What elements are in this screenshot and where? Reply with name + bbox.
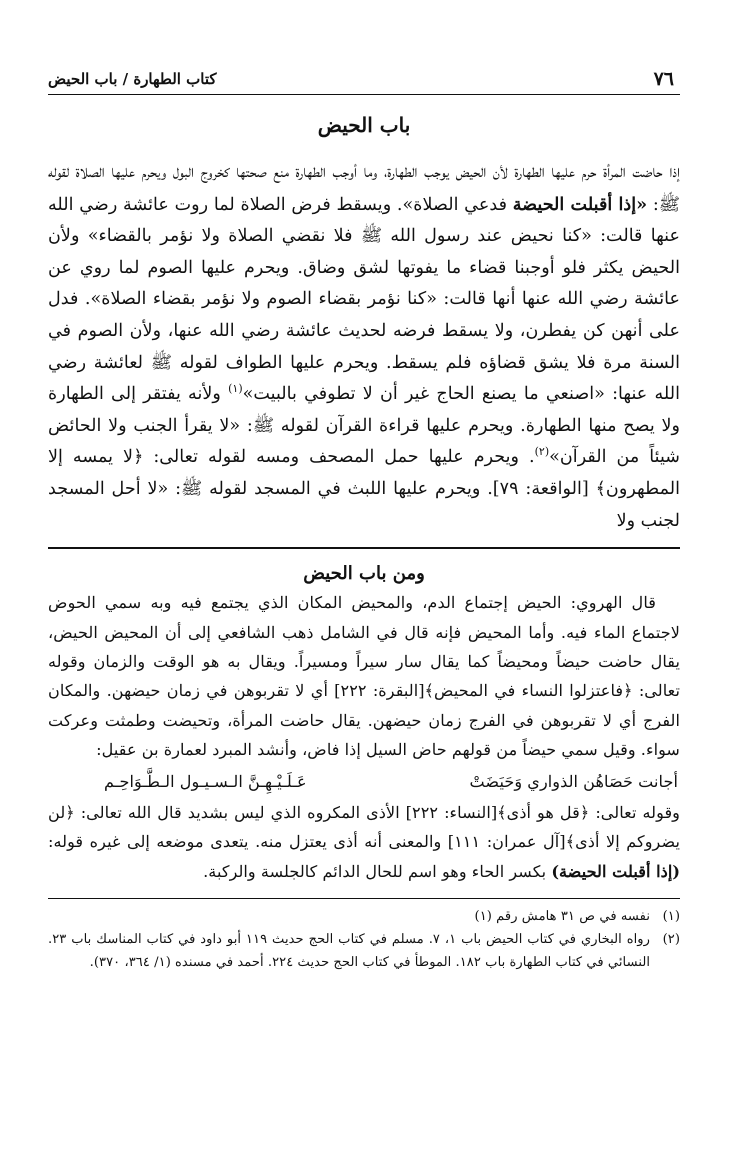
book-page bbox=[48, 60, 680, 974]
footnote-number: (٢) bbox=[662, 932, 680, 948]
footnote-text: نفسه في ص ٣١ هامش رقم (١) bbox=[474, 909, 650, 925]
footnote-reference[interactable]: (١) bbox=[228, 382, 243, 396]
main-paragraph bbox=[48, 157, 680, 537]
footnotes bbox=[48, 905, 680, 974]
commentary-title: ومن باب الحيض bbox=[303, 563, 425, 585]
main-text-segment: إذا حاضت المرأة حرم عليها الطهارة لأن الحيض يوجب الطهارة، وما أوجب الطهارة منع صحتها كخروج البول ويحرم عليها الصلاة لقوله ﷺ: bbox=[48, 162, 680, 215]
verse-second-hemistich: عَـلَـيْـهِـنَّ الـسـيـول الـطَّـوَاحِـم bbox=[104, 771, 307, 791]
hadith-quote: «إذا أقبلت الحيضة bbox=[512, 193, 648, 215]
footnote-1 bbox=[48, 905, 680, 928]
verse-first-hemistich: أجانت حَصَاهُن الذواري وَحَيَضَتْ bbox=[469, 771, 678, 791]
poetry-verse bbox=[48, 767, 680, 796]
footnote-2 bbox=[48, 928, 680, 974]
footnote-text: رواه البخاري في كتاب الحيض باب ١، ٧. مسلم في كتاب الحج حديث ١١٩ أبو داود في كتاب المناسك باب ٢٣. النسائي في كتاب الطهارة باب ١٨٢. الموطأ في كتاب الحج حديث ٢٢٤. أحمد في مسنده (١/ ٣٦٤، ٣٧٠). bbox=[48, 932, 650, 971]
commentary-paragraph: قال الهروي: الحيض إجتماع الدم، والمحيض المكان الذي يجتمع فيه وبه سمي الحوض لاجتماع الماء فيه. وأما المحيض فإنه قال في الشامل ذهب الشافعي إلى أن المحيض الحيض، يقال حاضت حيضاً ومحيضاً كما يقال سار سيراً ومسيراً. ويقال به هو الوقت والزمان وقوله تعالى: ﴿فاعتزلوا النساء في المحيض﴾[البقرة: ٢٢٢] أي لا تقربوهن في زمان حيضهن. والمكان الفرج أي لا تقربوهن في الفرج زمان حيضهن. يقال حاضت المرأة، وتحيضت وطمثت وعركت سواء. وقيل سمي حيضاً من قولهم حاض السيل إذا فاض، وأنشد المبرد لعمارة بن عقيل: bbox=[48, 593, 680, 760]
commentary-text bbox=[48, 588, 680, 886]
commentary-text-segment: وقوله تعالى: ﴿قل هو أذى﴾[النساء: ٢٢٢] الأذى المكروه الذي ليس بشديد قال الله تعالى: ﴿لن يضروكم إلا أذى﴾[آل عمران: ١١١] والمعنى أنه أذى يعتزل منه. يتعدى موضعه إلى غيره قوله: bbox=[48, 802, 680, 852]
section-divider bbox=[48, 547, 680, 549]
main-text-segment: . ويحرم عليها حمل المصحف ومسه لقوله تعالى: ﴿لا يمسه إلا المطهرون﴾ [الواقعة: ٧٩]. ويحرم عليها اللبث في المسجد لقوله ﷺ: «لا أحل المسجد لجنب ولا bbox=[48, 447, 680, 531]
commentary-paragraph bbox=[48, 798, 680, 886]
footnote-number: (١) bbox=[662, 909, 680, 925]
footnote-reference[interactable]: (٢) bbox=[534, 445, 550, 459]
quoted-phrase: (إذا أقبلت الحيضة) bbox=[551, 861, 680, 881]
main-text bbox=[48, 157, 680, 537]
main-text-segment: ولأنه يفتقر إلى الطهارة ولا يصح منها الطهارة. ويحرم عليها قراءة القرآن لقوله ﷺ: «لا يقرأ الجنب ولا الحائض شيئاً من القرآن» bbox=[48, 384, 681, 468]
commentary-text-segment: بكسر الحاء وهو اسم للحال الدائم كالجلسة والركبة. bbox=[203, 861, 552, 881]
main-text-segment: فدعي الصلاة». ويسقط فرض الصلاة لما روت عائشة رضي الله عنها قالت: «كنا نحيض عند رسول الله ﷺ فلا نقضي الصلاة ولا نؤمر بالقضاء» ولأن الحيض يكثر فلو أوجبنا قضاء ما يفوتها لشق وضاق. ويحرم عليها الصوم لما روي عن عائشة رضي الله عنها أنها قالت: «كنا نؤمر بقضاء الصوم ولا نؤمر بقضاء الصلاة». فدل على أنهن كن يفطرن، ولا يسقط فرضه لحديث عائشة رضي الله عنها، ولأن الصوم في السنة مرة فلا يشق قضاؤه فلم يسقط. ويحرم عليها الطواف لقوله ﷺ لعائشة رضي الله عنها: «اصنعي ما يصنع الحاج غير أن لا تطوفي بالبيت» bbox=[48, 194, 681, 405]
running-header bbox=[48, 60, 680, 95]
footnote-divider bbox=[48, 898, 680, 899]
running-title: كتاب الطهارة / باب الحيض bbox=[48, 70, 217, 88]
page-number: ٧٦ bbox=[653, 68, 674, 90]
chapter-title: باب الحيض bbox=[317, 113, 411, 137]
